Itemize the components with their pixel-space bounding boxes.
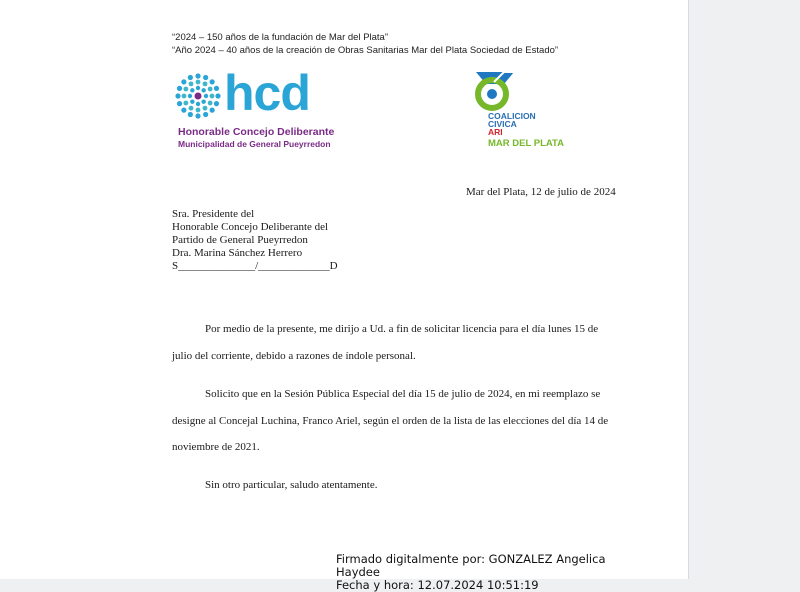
recipient-line-2: Honorable Concejo Deliberante del xyxy=(172,221,329,233)
recipient-line-1: Sra. Presidente del xyxy=(172,208,255,220)
hcd-dots-icon xyxy=(176,70,220,122)
recipient-line-5: S______________/_____________D xyxy=(172,260,338,272)
signature-line-1: Firmado digitalmente por: GONZALEZ Angelica xyxy=(336,552,606,566)
letter-date: Mar del Plata, 12 de julio de 2024 xyxy=(466,186,616,198)
paragraph-1-line-2: julio del corriente, debido a razones de índole personal. xyxy=(172,350,416,362)
closing-line: Sin otro particular, saludo atentamente. xyxy=(205,479,378,491)
header-line-2: “Año 2024 – 40 años de la creación de Obras Sanitarias Mar del Plata Sociedad de Estado” xyxy=(172,45,559,56)
signature-line-3: Fecha y hora: 12.07.2024 10:51:19 xyxy=(336,578,539,592)
hcd-logo-municipality: Municipalidad de General Pueyrredon xyxy=(178,139,331,149)
hcd-logo-subtitle: Honorable Concejo Deliberante xyxy=(178,126,335,138)
hcd-logo-text: hcd xyxy=(224,65,310,121)
paragraph-2-line-2: designe al Concejal Luchina, Franco Ariel, según el orden de la lista de las elecciones del día 14 de xyxy=(172,415,609,427)
recipient-line-4: Dra. Marina Sánchez Herrero xyxy=(172,247,303,259)
paragraph-2-line-1: Solicito que en la Sesión Pública Especial del día 15 de julio de 2024, en mi reemplazo se xyxy=(205,388,601,400)
coalicion-logo-line2: CIVICA xyxy=(488,119,517,129)
paragraph-2-line-3: noviembre de 2021. xyxy=(172,441,260,453)
coalicion-logo-city: MAR DEL PLATA xyxy=(488,138,564,149)
coalicion-logo-line1: COALICION xyxy=(488,111,536,121)
recipient-line-3: Partido de General Pueyrredon xyxy=(172,234,308,246)
signature-line-2: Haydee xyxy=(336,565,380,579)
paragraph-1-line-1: Por medio de la presente, me dirijo a Ud. a fin de solicitar licencia para el día lunes 15 de xyxy=(205,323,599,335)
coalicion-civica-icon xyxy=(474,68,518,112)
coalicion-logo-line3: ARI xyxy=(488,127,503,137)
header-line-1: “2024 – 150 años de la fundación de Mar del Plata” xyxy=(172,32,389,43)
